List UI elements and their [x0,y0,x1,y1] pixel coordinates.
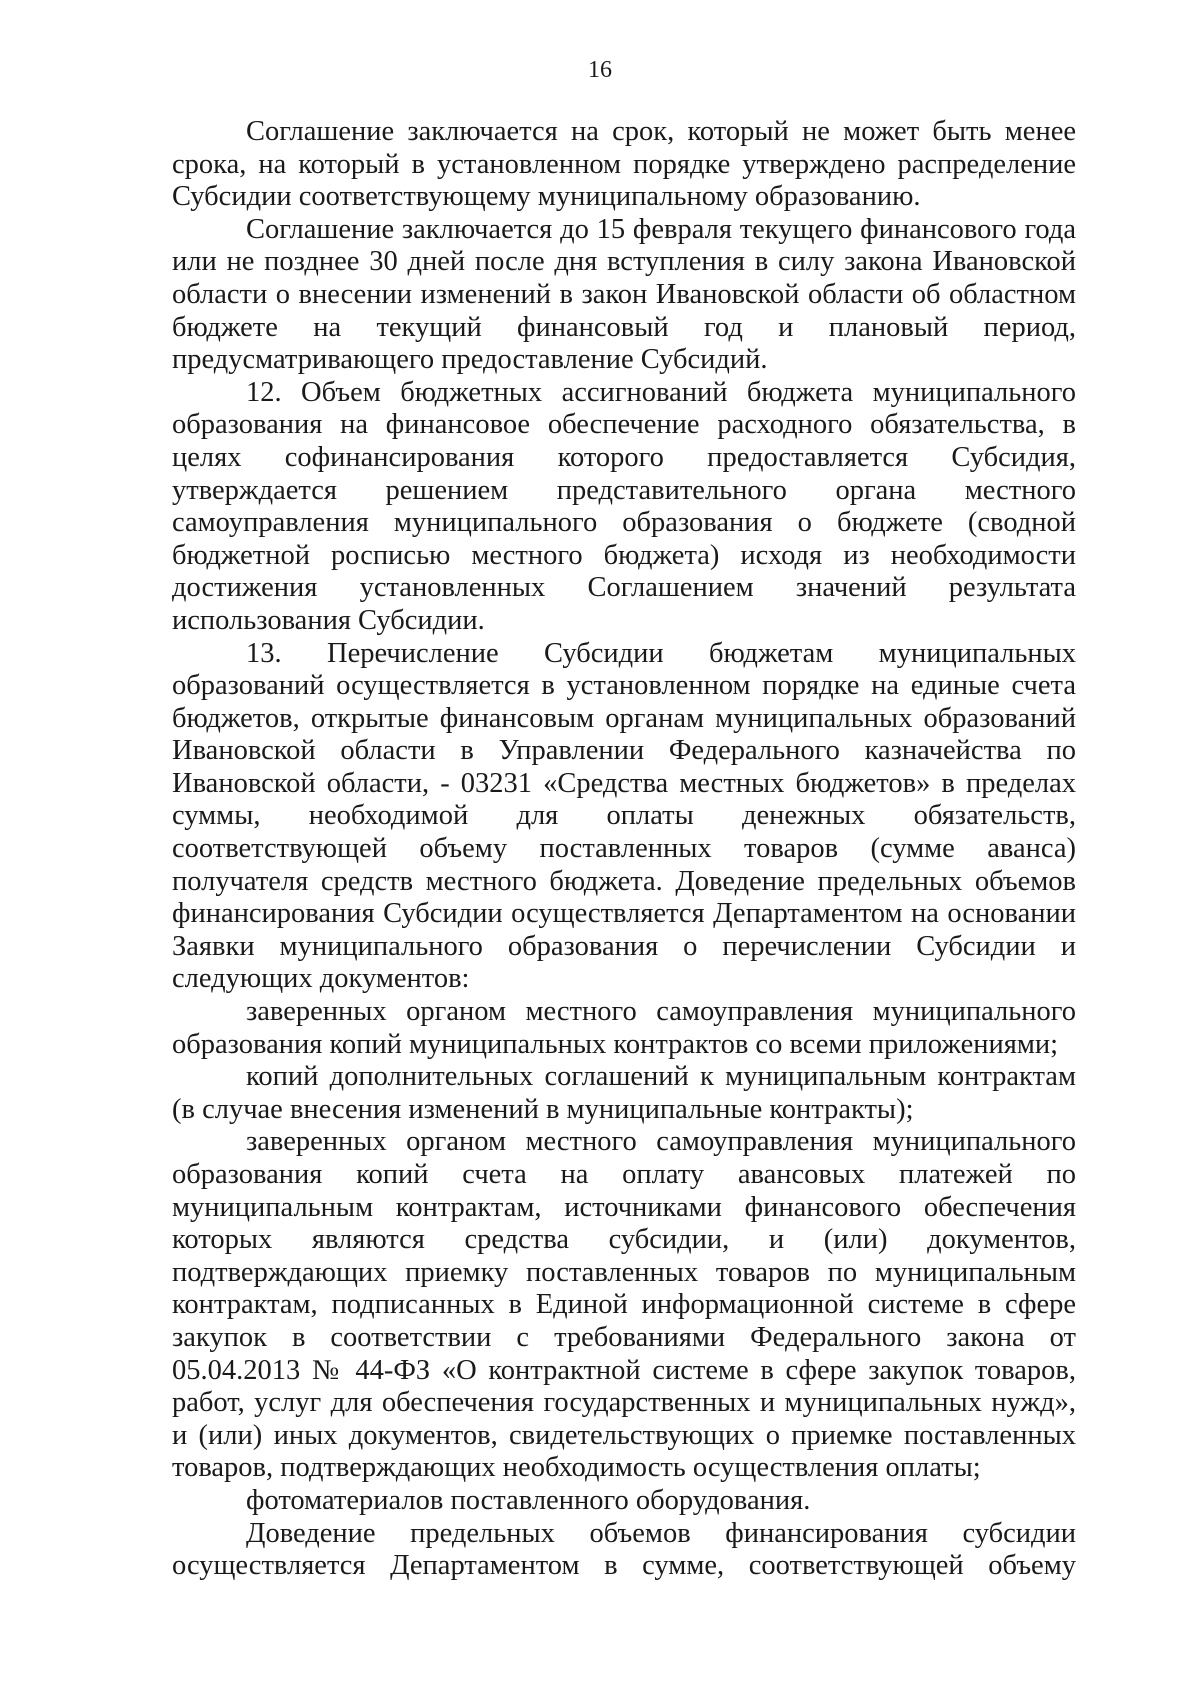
paragraph-item-12: 12. Объем бюджетных ассигнований бюджета муниципального образования на финансовое обеспечение расходного обязательства, в целях софинансирования которого предоставляется Субсидия, утверждается решением представительного органа местного самоуправления муниципального образования о бюджете (сводной бюджетной росписью местного бюджета) исходя из необходимости достижения установленных Соглашением значений результата использования Субсидии. [172,376,1076,636]
paragraph-agreement-deadline: Соглашение заключается до 15 февраля текущего финансового года или не позднее 30 дней после дня вступления в силу закона Ивановской области о внесении изменений в закон Ивановской области об областном бюджете на текущий финансовый год и плановый период, предусматривающего предоставление Субсидий. [172,213,1076,376]
document-body [172,116,1076,1583]
paragraph-certified-invoices: заверенных органом местного самоуправления муниципального образования копий счета на оплату авансовых платежей по муниципальным контрактам, источниками финансового обеспечения которых являются средства субсидии, и (или) документов, подтверждающих приемку поставленных товаров по муниципальным контрактам, подписанных в Единой информационной системе в сфере закупок в соответствии с требованиями Федерального закона от 05.04.2013 № 44-ФЗ «О контрактной системе в сфере закупок товаров, работ, услуг для обеспечения государственных и муниципальных нужд», и (или) иных документов, свидетельствующих о приемке поставленных товаров, подтверждающих необходимость осуществления оплаты; [172,1126,1076,1484]
paragraph-photo-materials: фотоматериалов поставленного оборудования. [246,1484,811,1516]
paragraph-agreement-term: Соглашение заключается на срок, который не может быть менее срока, на который в установленном порядке утверждено распределение Субсидии соответствующему муниципальному образованию. [172,116,1076,213]
paragraph-certified-contracts: заверенных органом местного самоуправления муниципального образования копий муниципальных контрактов со всеми приложениями; [172,996,1076,1060]
paragraph-additional-agreements: копий дополнительных соглашений к муниципальным контрактам (в случае внесения изменений в муниципальные контракты); [172,1061,1076,1125]
page-number: 16 [588,57,612,83]
paragraph-item-13: 13. Перечисление Субсидии бюджетам муниципальных образований осуществляется в установленном порядке на единые счета бюджетов, открытые финансовым органам муниципальных образований Ивановской области в Управлении Федерального казначейства по Ивановской области, - 03231 «Средства местных бюджетов» в пределах суммы, необходимой для оплаты денежных обязательств, соответствующей объему поставленных товаров (сумме аванса) получателя средств местного бюджета. Доведение предельных объемов финансирования Субсидии осуществляется Департаментом на основании Заявки муниципального образования о перечислении Субсидии и следующих документов: [172,637,1076,995]
paragraph-funding-limits: Доведение предельных объемов финансирования субсидии осуществляется Департаментом в сумме, соответствующей объему [172,1517,1076,1582]
